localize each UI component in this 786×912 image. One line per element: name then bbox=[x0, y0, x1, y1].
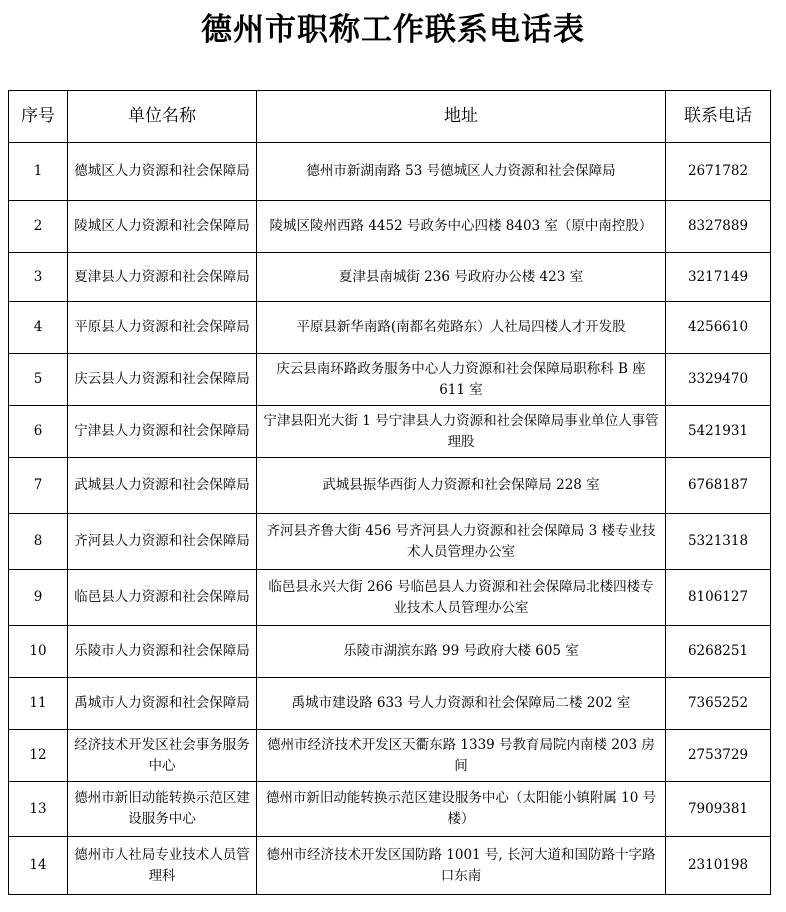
cell-unit: 庆云县人力资源和社会保障局 bbox=[68, 354, 257, 406]
table-row bbox=[9, 253, 771, 302]
cell-address: 德州市经济技术开发区国防路 1001 号, 长河大道和国防路十字路口东南 bbox=[257, 837, 666, 895]
table-header-row bbox=[9, 91, 771, 143]
cell-seq: 2 bbox=[9, 201, 68, 253]
cell-seq: 9 bbox=[9, 570, 68, 626]
cell-seq: 3 bbox=[9, 253, 68, 302]
cell-unit: 陵城区人力资源和社会保障局 bbox=[68, 201, 257, 253]
cell-address: 庆云县南环路政务服务中心人力资源和社会保障局职称科 B 座 611 室 bbox=[257, 354, 666, 406]
table-row bbox=[9, 143, 771, 201]
table-row bbox=[9, 837, 771, 895]
cell-phone: 8327889 bbox=[666, 201, 771, 253]
cell-unit: 德州市新旧动能转换示范区建设服务中心 bbox=[68, 782, 257, 837]
table-row bbox=[9, 302, 771, 354]
cell-unit: 武城县人力资源和社会保障局 bbox=[68, 458, 257, 514]
table-row bbox=[9, 626, 771, 678]
table-row bbox=[9, 201, 771, 253]
table-row bbox=[9, 514, 771, 570]
table-row bbox=[9, 406, 771, 458]
cell-address: 平原县新华南路(南都名苑路东）人社局四楼人才开发股 bbox=[257, 302, 666, 354]
cell-address: 禹城市建设路 633 号人力资源和社会保障局二楼 202 室 bbox=[257, 678, 666, 730]
header-phone: 联系电话 bbox=[666, 91, 771, 143]
cell-address: 乐陵市湖滨东路 99 号政府大楼 605 室 bbox=[257, 626, 666, 678]
cell-phone: 7909381 bbox=[666, 782, 771, 837]
cell-phone: 8106127 bbox=[666, 570, 771, 626]
cell-phone: 3217149 bbox=[666, 253, 771, 302]
cell-seq: 10 bbox=[9, 626, 68, 678]
cell-phone: 3329470 bbox=[666, 354, 771, 406]
cell-address: 德州市新旧动能转换示范区建设服务中心（太阳能小镇附属 10 号楼） bbox=[257, 782, 666, 837]
cell-address: 德州市新湖南路 53 号德城区人力资源和社会保障局 bbox=[257, 143, 666, 201]
cell-unit: 禹城市人力资源和社会保障局 bbox=[68, 678, 257, 730]
cell-seq: 8 bbox=[9, 514, 68, 570]
table-row bbox=[9, 570, 771, 626]
cell-seq: 13 bbox=[9, 782, 68, 837]
table-row bbox=[9, 354, 771, 406]
cell-seq: 1 bbox=[9, 143, 68, 201]
cell-phone: 2671782 bbox=[666, 143, 771, 201]
cell-seq: 5 bbox=[9, 354, 68, 406]
table-row bbox=[9, 782, 771, 837]
header-seq: 序号 bbox=[9, 91, 68, 143]
cell-unit: 平原县人力资源和社会保障局 bbox=[68, 302, 257, 354]
cell-phone: 7365252 bbox=[666, 678, 771, 730]
contact-table bbox=[8, 90, 771, 895]
cell-phone: 6268251 bbox=[666, 626, 771, 678]
cell-unit: 宁津县人力资源和社会保障局 bbox=[68, 406, 257, 458]
cell-seq: 14 bbox=[9, 837, 68, 895]
cell-unit: 德州市人社局专业技术人员管理科 bbox=[68, 837, 257, 895]
cell-unit: 临邑县人力资源和社会保障局 bbox=[68, 570, 257, 626]
header-address: 地址 bbox=[257, 91, 666, 143]
cell-seq: 12 bbox=[9, 730, 68, 782]
cell-unit: 乐陵市人力资源和社会保障局 bbox=[68, 626, 257, 678]
cell-seq: 7 bbox=[9, 458, 68, 514]
cell-address: 德州市经济技术开发区天衢东路 1339 号教育局院内南楼 203 房间 bbox=[257, 730, 666, 782]
cell-address: 夏津县南城街 236 号政府办公楼 423 室 bbox=[257, 253, 666, 302]
cell-unit: 夏津县人力资源和社会保障局 bbox=[68, 253, 257, 302]
table-row bbox=[9, 678, 771, 730]
cell-seq: 11 bbox=[9, 678, 68, 730]
header-unit: 单位名称 bbox=[68, 91, 257, 143]
page-title: 德州市职称工作联系电话表 bbox=[201, 12, 585, 48]
cell-phone: 2753729 bbox=[666, 730, 771, 782]
cell-unit: 经济技术开发区社会事务服务中心 bbox=[68, 730, 257, 782]
cell-unit: 德城区人力资源和社会保障局 bbox=[68, 143, 257, 201]
table-row bbox=[9, 458, 771, 514]
cell-seq: 4 bbox=[9, 302, 68, 354]
cell-phone: 6768187 bbox=[666, 458, 771, 514]
cell-seq: 6 bbox=[9, 406, 68, 458]
cell-address: 宁津县阳光大街 1 号宁津县人力资源和社会保障局事业单位人事管理股 bbox=[257, 406, 666, 458]
cell-address: 武城县振华西街人力资源和社会保障局 228 室 bbox=[257, 458, 666, 514]
cell-address: 临邑县永兴大街 266 号临邑县人力资源和社会保障局北楼四楼专业技术人员管理办公室 bbox=[257, 570, 666, 626]
table-row bbox=[9, 730, 771, 782]
cell-phone: 4256610 bbox=[666, 302, 771, 354]
cell-phone: 2310198 bbox=[666, 837, 771, 895]
cell-address: 陵城区陵州西路 4452 号政务中心四楼 8403 室（原中南控股） bbox=[257, 201, 666, 253]
cell-phone: 5321318 bbox=[666, 514, 771, 570]
cell-phone: 5421931 bbox=[666, 406, 771, 458]
cell-address: 齐河县齐鲁大街 456 号齐河县人力资源和社会保障局 3 楼专业技术人员管理办公室 bbox=[257, 514, 666, 570]
cell-unit: 齐河县人力资源和社会保障局 bbox=[68, 514, 257, 570]
